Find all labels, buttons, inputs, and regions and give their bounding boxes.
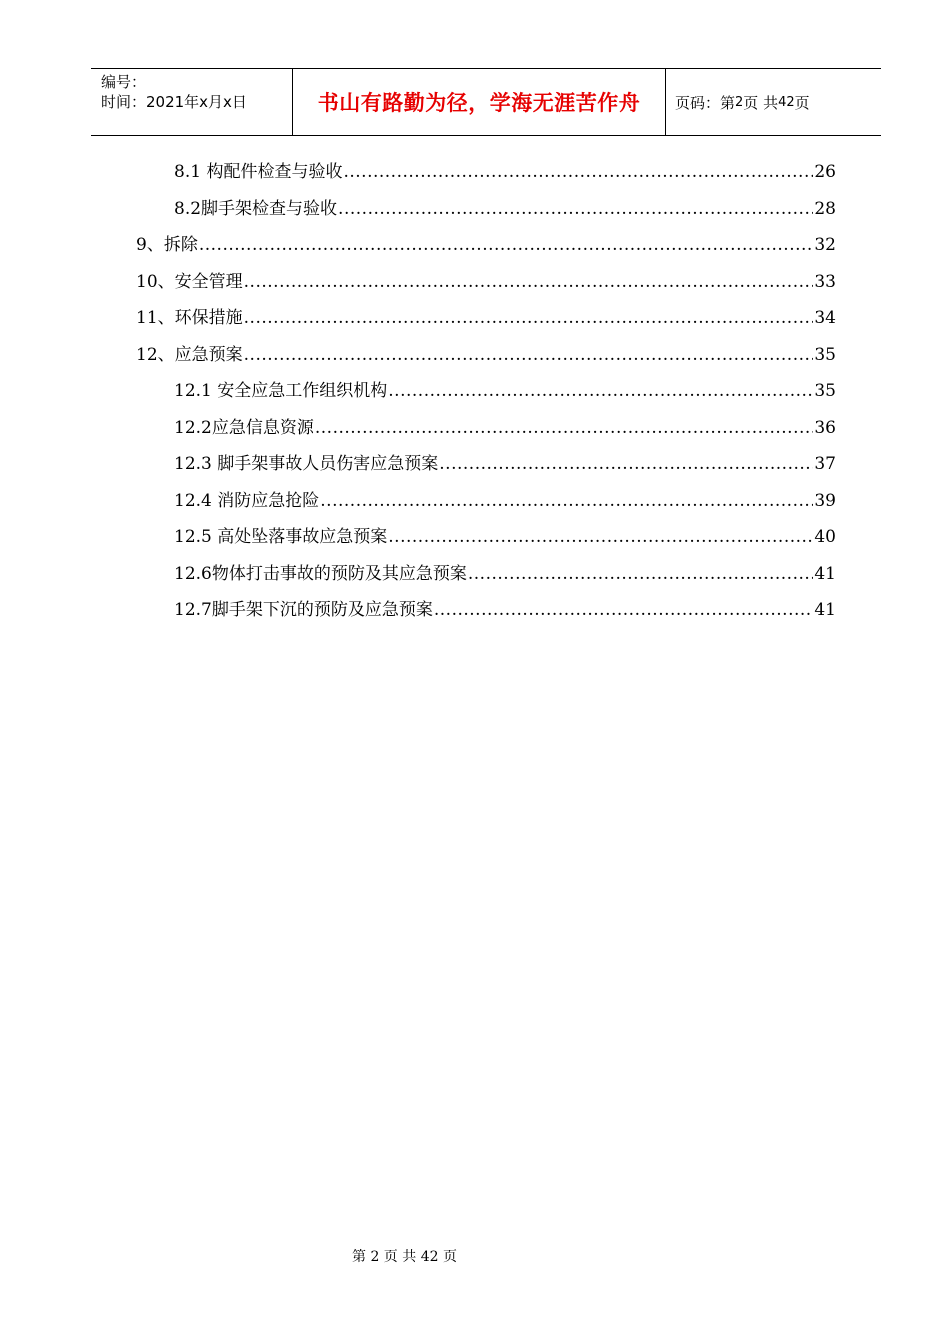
toc-entry[interactable] [174, 380, 836, 402]
toc-entry-label: 12.4 消防应急抢险 [174, 491, 320, 511]
toc-entry[interactable] [174, 526, 836, 548]
toc-dot-leader [388, 526, 813, 548]
document-number-label: 编号： [101, 73, 147, 91]
toc-dot-leader [244, 344, 814, 366]
toc-entry[interactable] [136, 344, 836, 366]
header-motto-cell [293, 69, 666, 135]
page-footer: 第 2 页 共 42 页 [352, 1249, 457, 1265]
document-time: 时间：2021年x月x日 [101, 93, 247, 111]
toc-dot-leader [343, 161, 813, 183]
toc-entry-label: 12.2应急信息资源 [174, 418, 314, 438]
toc-dot-leader [388, 380, 813, 402]
toc-entry-page: 41 [814, 600, 836, 620]
toc-entry[interactable] [136, 271, 836, 293]
header-motto: 书山有路勤为径，学海无涯苦作舟 [317, 91, 641, 115]
toc-entry-label: 10、安全管理 [136, 272, 243, 292]
toc-entry-page: 32 [814, 235, 836, 255]
header-page-info [666, 69, 881, 135]
toc-entry-label: 8.1 构配件检查与验收 [174, 162, 343, 182]
toc-entry-page: 33 [814, 272, 836, 292]
toc-entry[interactable] [174, 563, 836, 585]
toc-entry-page: 34 [814, 308, 836, 328]
toc-entry-page: 39 [814, 491, 836, 511]
header-meta [91, 69, 293, 135]
toc-entry-label: 12.6物体打击事故的预防及其应急预案 [174, 564, 467, 584]
toc-entry[interactable] [174, 161, 836, 183]
toc-entry-page: 40 [814, 527, 836, 547]
page-total: 42 [778, 94, 795, 110]
toc-dot-leader [320, 490, 813, 512]
toc-entry-label: 8.2脚手架检查与验收 [174, 199, 338, 219]
toc-entry[interactable] [174, 599, 836, 621]
page-header [91, 68, 881, 136]
toc-entry-label: 12.1 安全应急工作组织机构 [174, 381, 388, 401]
toc-dot-leader [244, 271, 814, 293]
toc-dot-leader [244, 307, 814, 329]
toc-entry[interactable] [136, 234, 836, 256]
toc-dot-leader [199, 234, 814, 256]
toc-dot-leader [315, 417, 814, 439]
toc-entry[interactable] [174, 417, 836, 439]
toc-entry[interactable] [136, 307, 836, 329]
toc-entry-page: 37 [814, 454, 836, 474]
toc-entry-label: 12、应急预案 [136, 345, 243, 365]
toc-entry-label: 9、拆除 [136, 235, 198, 255]
toc-entry-label: 11、环保措施 [136, 308, 243, 328]
page-prefix: 页码：第 [675, 93, 736, 112]
toc-dot-leader [338, 198, 813, 220]
toc-entry-page: 41 [814, 564, 836, 584]
toc-entry-page: 26 [814, 162, 836, 182]
toc-entry-label: 12.3 脚手架事故人员伤害应急预案 [174, 454, 439, 474]
toc-entry-page: 28 [814, 199, 836, 219]
toc-dot-leader [434, 599, 814, 621]
toc-dot-leader [439, 453, 813, 475]
page-current: 2 [735, 94, 744, 110]
toc-entry-page: 35 [814, 381, 836, 401]
toc-entry[interactable] [174, 198, 836, 220]
toc-dot-leader [468, 563, 814, 585]
toc-entry[interactable] [174, 490, 836, 512]
toc-entry-label: 12.7脚手架下沉的预防及应急预案 [174, 600, 433, 620]
toc-entry-label: 12.5 高处坠落事故应急预案 [174, 527, 388, 547]
toc-entry[interactable] [174, 453, 836, 475]
toc-entry-page: 36 [814, 418, 836, 438]
page-mid: 页 共 [743, 93, 779, 112]
page-suffix: 页 [794, 93, 810, 112]
toc-entry-page: 35 [814, 345, 836, 365]
